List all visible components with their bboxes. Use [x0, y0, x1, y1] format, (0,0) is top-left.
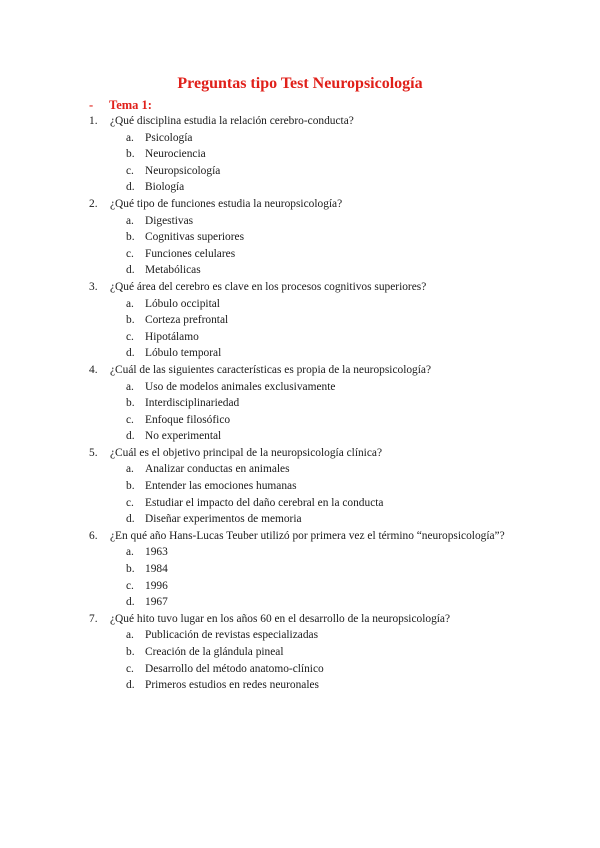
option-letter: a. [126, 214, 134, 227]
option-letter: c. [126, 662, 134, 675]
option-text: Cognitivas superiores [145, 231, 245, 244]
option-text: Primeros estudios en redes neuronales [145, 679, 319, 692]
answer-option [0, 130, 600, 147]
option-letter: a. [126, 380, 134, 393]
option-text: Creación de la glándula pineal [145, 646, 284, 658]
option-letter: c. [126, 247, 134, 260]
option-letter: b. [126, 646, 135, 658]
question-3 [0, 279, 600, 362]
option-text: Metabólicas [145, 264, 201, 277]
option-text: 1984 [145, 563, 168, 576]
answer-option [0, 677, 600, 694]
answer-option [0, 644, 600, 661]
answer-option [0, 179, 600, 196]
question-1 [0, 113, 600, 196]
question-number: 5. [89, 446, 98, 459]
question-row [0, 445, 600, 462]
answer-option [0, 627, 600, 644]
option-letter: d. [126, 679, 135, 692]
option-text: Digestivas [145, 214, 194, 227]
option-text: 1963 [145, 546, 168, 559]
question-text: ¿Qué área del cerebro es clave en los procesos cognitivos superiores? [110, 280, 427, 293]
question-list [0, 113, 600, 694]
question-text: ¿Cuál de las siguientes características es propia de la neuropsicología? [110, 363, 432, 376]
answer-option [0, 345, 600, 362]
option-text: Hipotálamo [145, 330, 199, 343]
option-letter: b. [126, 314, 135, 327]
question-number: 4. [89, 363, 98, 376]
answer-option [0, 478, 600, 495]
answer-option [0, 412, 600, 429]
option-letter: b. [126, 231, 135, 244]
question-number: 7. [89, 612, 98, 625]
option-text: Neuropsicología [145, 164, 221, 177]
question-4 [0, 362, 600, 445]
option-letter: b. [126, 397, 135, 410]
option-letter: a. [126, 546, 134, 559]
answer-option [0, 544, 600, 561]
option-text: Biología [145, 181, 185, 194]
option-letter: b. [126, 563, 135, 576]
option-text: Publicación de revistas especializadas [145, 629, 319, 642]
question-text: ¿Qué hito tuvo lugar en los años 60 en el desarrollo de la neuropsicología? [110, 612, 451, 625]
option-letter: d. [126, 264, 135, 277]
option-text: Entender las emociones humanas [145, 480, 297, 493]
option-letter: d. [126, 430, 135, 443]
option-letter: c. [126, 579, 134, 592]
option-text: Estudiar el impacto del daño cerebral en la conducta [145, 496, 384, 509]
option-letter: d. [126, 347, 135, 360]
option-letter: a. [126, 131, 134, 144]
question-row [0, 113, 600, 130]
section-heading [89, 97, 152, 113]
option-letter: c. [126, 164, 134, 177]
question-text: ¿Qué tipo de funciones estudia la neuropsicología? [110, 197, 343, 210]
answer-option [0, 495, 600, 512]
answer-option [0, 246, 600, 263]
option-letter: c. [126, 496, 134, 509]
question-5 [0, 445, 600, 528]
question-2 [0, 196, 600, 279]
question-number: 3. [89, 280, 98, 293]
option-text: Neurociencia [145, 148, 206, 161]
answer-option [0, 395, 600, 412]
option-text: Desarrollo del método anatomo-clínico [145, 662, 324, 675]
answer-option [0, 379, 600, 396]
option-text: Lóbulo occipital [145, 297, 220, 310]
answer-option [0, 296, 600, 313]
question-row [0, 279, 600, 296]
answer-option [0, 329, 600, 346]
answer-option [0, 461, 600, 478]
option-text: 1967 [145, 596, 168, 609]
option-text: Interdisciplinariedad [145, 397, 240, 410]
option-letter: d. [126, 596, 135, 609]
option-text: Uso de modelos animales exclusivamente [145, 380, 336, 393]
page-title: Preguntas tipo Test Neuropsicología [177, 75, 423, 92]
section-label: Tema 1: [109, 98, 152, 112]
answer-option [0, 229, 600, 246]
question-number: 1. [89, 115, 98, 127]
answer-option [0, 262, 600, 279]
question-text: ¿Cuál es el objetivo principal de la neuropsicología clínica? [110, 446, 383, 459]
option-letter: c. [126, 330, 134, 343]
question-row [0, 362, 600, 379]
answer-option [0, 561, 600, 578]
answer-option [0, 163, 600, 180]
answer-option [0, 213, 600, 230]
question-number: 2. [89, 197, 98, 210]
option-letter: c. [126, 413, 134, 426]
option-text: Corteza prefrontal [145, 314, 229, 327]
section-bullet: - [89, 98, 94, 112]
option-text: Diseñar experimentos de memoria [145, 513, 302, 526]
question-7 [0, 611, 600, 694]
option-letter: a. [126, 297, 134, 310]
option-text: Funciones celulares [145, 247, 236, 260]
question-number: 6. [89, 529, 98, 542]
answer-option [0, 146, 600, 163]
answer-option [0, 312, 600, 329]
question-row [0, 528, 600, 545]
question-row [0, 196, 600, 213]
question-row [0, 611, 600, 628]
option-letter: a. [126, 629, 134, 642]
question-text: ¿Qué disciplina estudia la relación cerebro-conducta? [110, 115, 354, 127]
option-text: Enfoque filosófico [145, 413, 231, 426]
option-letter: a. [126, 463, 134, 476]
option-letter: b. [126, 480, 135, 493]
option-text: 1996 [145, 579, 168, 592]
option-letter: d. [126, 513, 135, 526]
option-text: Psicología [145, 131, 193, 144]
option-text: No experimental [145, 430, 222, 443]
question-text: ¿En qué año Hans-Lucas Teuber utilizó por primera vez el término “neuropsicología”? [110, 529, 505, 542]
answer-option [0, 511, 600, 528]
option-letter: b. [126, 148, 135, 161]
option-letter: d. [126, 181, 135, 194]
answer-option [0, 661, 600, 678]
answer-option [0, 578, 600, 595]
option-text: Lóbulo temporal [145, 347, 222, 360]
answer-option [0, 594, 600, 611]
answer-option [0, 428, 600, 445]
option-text: Analizar conductas en animales [145, 463, 290, 476]
question-6 [0, 528, 600, 611]
